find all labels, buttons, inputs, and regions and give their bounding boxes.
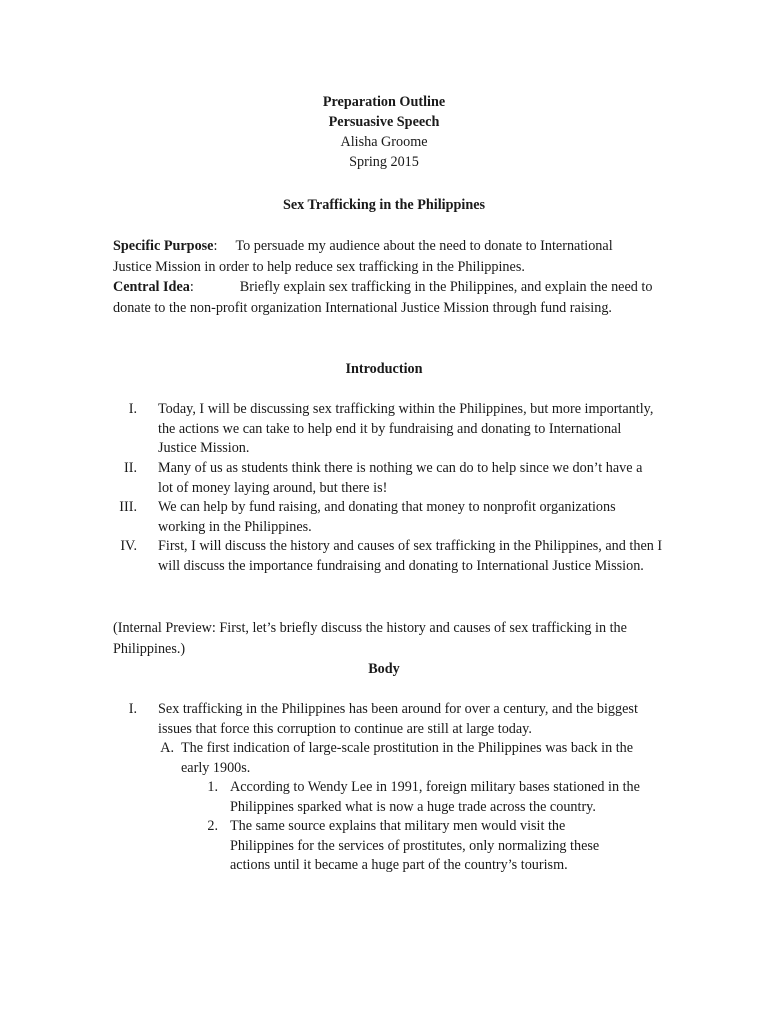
specific-purpose: Specific Purpose: To persuade my audience about the need to donate to International Justice Mission in order to help reduce sex trafficking in the Philippines. bbox=[113, 238, 613, 275]
intro-item-number: I. bbox=[128, 401, 137, 417]
body-point-number: 2. bbox=[207, 818, 218, 834]
body-point-text: According to Wendy Lee in 1991, foreign military bases stationed in the Philippines sparked what is now a huge trade across the country. bbox=[230, 779, 640, 815]
central-idea: Central Idea: Briefly explain sex trafficking in the Philippines, and explain the need to donate to the non-profit organization International Justice Mission through fund raising. bbox=[113, 279, 653, 316]
intro-item-text: We can help by fund raising, and donating that money to nonprofit organizations working in the Philippines. bbox=[158, 499, 616, 535]
body-subitem-text: The first indication of large-scale prostitution in the Philippines was back in the early 1900s. bbox=[181, 740, 634, 776]
body-item-text: Sex trafficking in the Philippines has been around for over a century, and the biggest issues that force this corruption to continue are still at large today. bbox=[158, 701, 638, 737]
intro-item-text: Today, I will be discussing sex trafficking within the Philippines, but more importantly, the actions we can take to help end it by fundraising and donating to International Justice Mission. bbox=[158, 401, 654, 457]
body-point-number: 1. bbox=[207, 779, 218, 795]
central-idea-label: Central Idea bbox=[113, 279, 190, 295]
body-subitem-letter: A. bbox=[160, 740, 174, 756]
body-item-number: I. bbox=[128, 701, 137, 717]
introduction-heading: Introduction bbox=[345, 361, 423, 377]
specific-purpose-label: Specific Purpose bbox=[113, 238, 214, 254]
body-point-text: The same source explains that military men would visit the Philippines for the services of prostitutes, only normalizing these actions until it became a huge part of the country’s tourism. bbox=[230, 818, 600, 874]
central-idea-text: Briefly explain sex trafficking in the Philippines, and explain the need to donate to the non-profit organization International Justice Mission through fund raising. bbox=[113, 279, 653, 316]
specific-purpose-text: To persuade my audience about the need to donate to International Justice Mission in order to help reduce sex trafficking in the Philippines. bbox=[113, 238, 613, 275]
speech-type: Persuasive Speech bbox=[328, 114, 440, 130]
term: Spring 2015 bbox=[349, 154, 419, 170]
body-heading: Body bbox=[368, 661, 400, 677]
intro-item-text: First, I will discuss the history and causes of sex trafficking in the Philippines, and then I will discuss the importance fundraising and donating to International Justice Mission. bbox=[158, 538, 663, 574]
intro-item-text: Many of us as students think there is nothing we can do to help since we don’t have a lot of money laying around, but there is! bbox=[158, 460, 643, 496]
intro-item-number: IV. bbox=[120, 538, 137, 554]
internal-preview: (Internal Preview: First, let’s briefly discuss the history and causes of sex trafficking in the Philippines.) bbox=[113, 620, 627, 657]
outline-type: Preparation Outline bbox=[322, 94, 446, 110]
intro-item-number: III. bbox=[119, 499, 137, 515]
speech-topic-title: Sex Trafficking in the Philippines bbox=[282, 197, 486, 213]
intro-item-number: II. bbox=[124, 460, 137, 476]
author-name: Alisha Groome bbox=[340, 134, 428, 150]
document-header bbox=[0, 92, 768, 172]
